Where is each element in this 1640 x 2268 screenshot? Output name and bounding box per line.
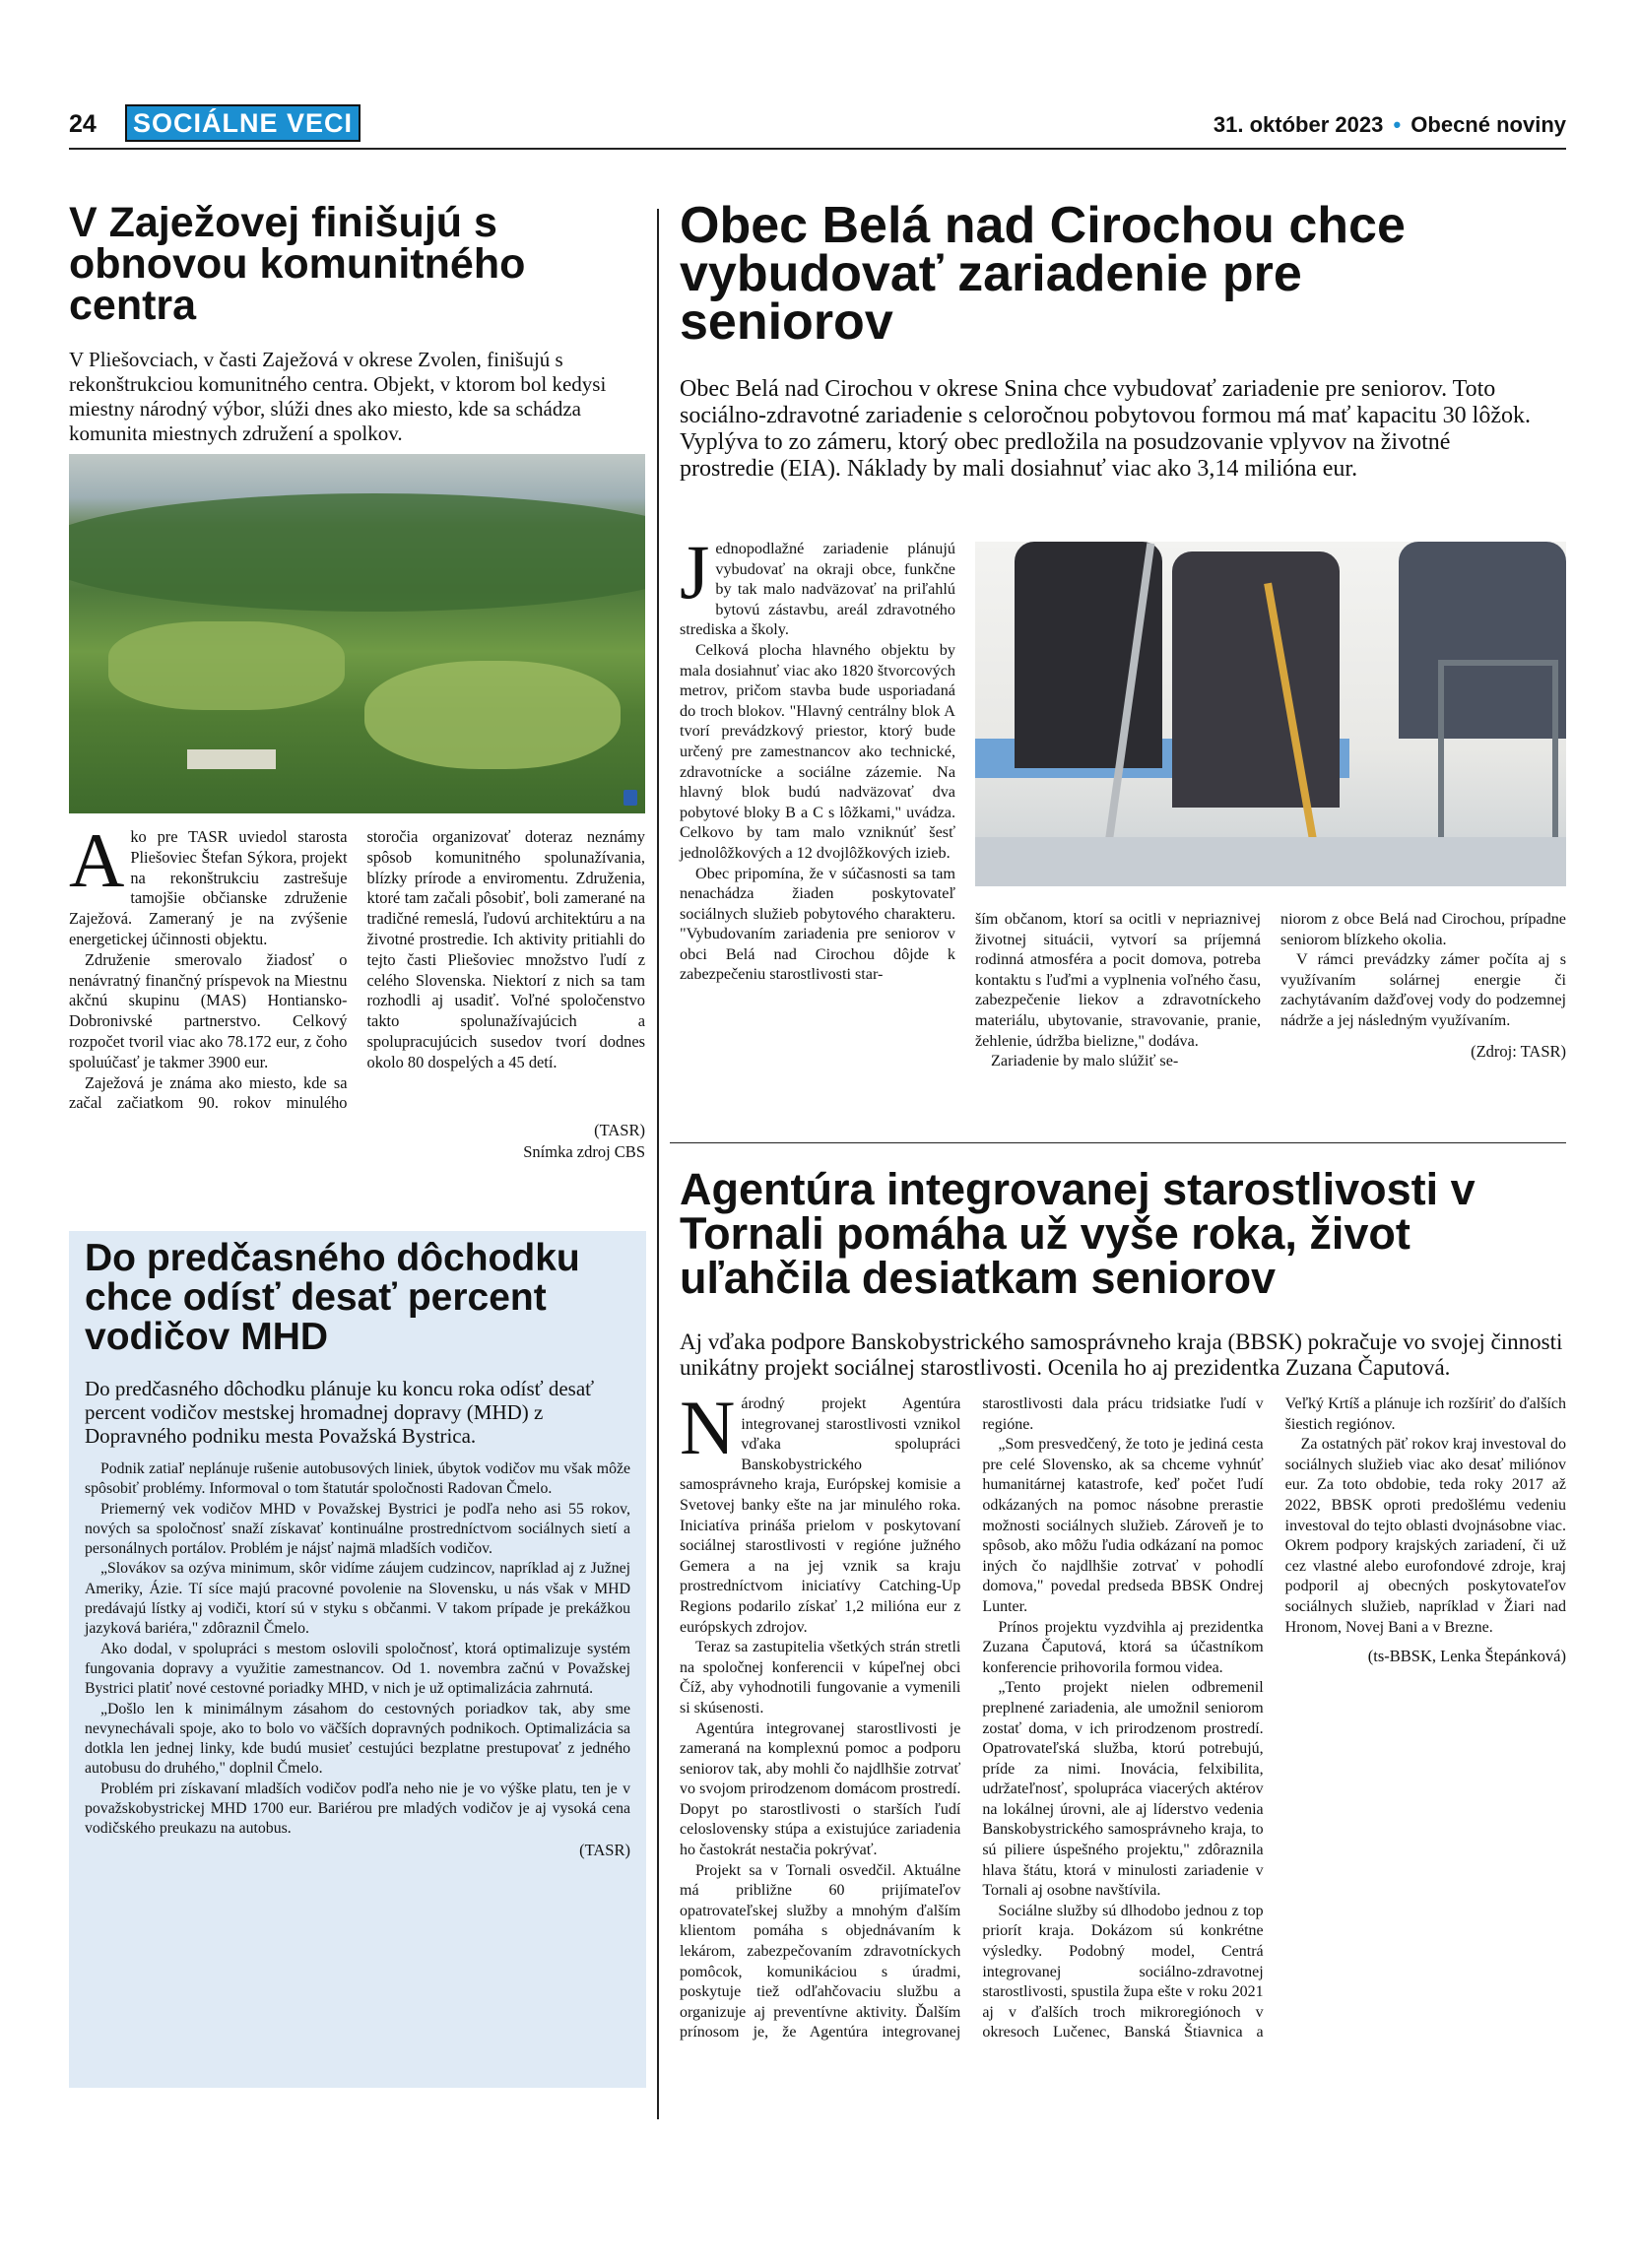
person-figure <box>1015 542 1162 768</box>
body-paragraph: „Došlo len k minimálnym zásahom do cestovných poriadkov tak, aby sme nevynechávali spoje, ako to bolo vo väčších dopravných podnikoch. Optimalizácia sa dotkla len jednej linky, kde budú musieť cestujúci bezplatne prestupovať z jedného autobusu do druhého," doplnil Čmelo. <box>85 1700 630 1778</box>
article-body-col2 <box>975 909 1261 1071</box>
body-paragraph: Problém pri získavaní mladších vodičov podľa neho nie je vo výške platu, ten je v považskobystrickej MHD 1700 eur. Bariérou pre mladých vodičov je aj vysoká cena vodičského preukazu na autobus. <box>85 1780 630 1838</box>
body-paragraph: ším občanom, ktorí sa ocitli v nepriaznivej životnej situácii, vytvorí sa príjemná rodinná atmosféra a pocit domova, potreba kontaktu s ľuďmi a vyplnenia voľného času, zabezpečenie liekov a zdravotníckeho materiálu, ubytovanie, stravovanie, pranie, žehlenie, údržba bielizne," dodáva. <box>975 910 1261 1050</box>
lead-paragraph: Obec Belá nad Cirochou v okrese Snina chce vybudovať zariadenie pre seniorov. Toto sociálno-zdravotné zariadenie s celoročnou pobytovou formou má mať kapacitu 30 lôžok. Vyplýva to zo zámeru, ktorý obec predložila na posudzovanie vplyvov na životné prostredie (EIA). Náklady by mali dosiahnuť viac ako 3,14 milióna eur. <box>680 376 1531 482</box>
body-paragraph: Ako pre TASR uviedol starosta Pliešoviec Štefan Sýkora, projekt na rekonštrukciu zastrešuje tamojšie občianske združenie Zaježová. Zameraný je na zvýšenie energetickej účinnosti objektu. <box>69 817 348 948</box>
article-bela-nad-cirochou <box>680 197 1566 1070</box>
drop-cap: A <box>69 817 125 903</box>
body-paragraph: Celková plocha hlavného objektu by mala dosiahnuť viac ako 1820 štvorcových metrov, pričom stavba bude usporiadaná do troch blokov. "Hlavný centrálny blok A tvorí prevádzkový priestor, ktorý bude určený pre zamestnancov ako technické, zdravotnícke a sociálne zázemie. Na hlavný blok budú nadväzovať dva pobytové bloky B a C s lôžkami," uvádza. Celkovo by tam malo vzniknúť šesť jednolôžkových a 12 dvojlôžkových izieb. <box>680 640 955 862</box>
article-body-col3 <box>1280 909 1566 1063</box>
publication-name: Obecné noviny <box>1410 112 1566 137</box>
body-paragraph: Teraz sa zastupitelia všetkých strán stretli na spoločnej konferencii v kúpeľnej obci Číž, aby vyhodnotili fungovanie a vymenili si skúsenosti. <box>680 1639 961 1717</box>
person-figure <box>1172 551 1340 808</box>
body-paragraph: Jednopodlažné zariadenie plánujú vybudovať na okraji obce, funkčne by tak malo nadväzovať na priľahlú bytovú zástavbu, areál zdravotného strediska a školy. <box>680 529 955 639</box>
body-paragraph: Podnik zatiaľ neplánuje rušenie autobusových liniek, úbytok vodičov mu však môže spôsobiť problémy. Informoval o tom štatutár spoločnosti Radovan Čmelo. <box>85 1460 630 1498</box>
body-paragraph: V rámci prevádzky zámer počíta aj s využívaním solárnej energie či zachytávaním dažďovej vody do podzemnej nádrže a jej následným využívaním. <box>1280 950 1566 1029</box>
landscape-photo <box>69 454 645 813</box>
headline: Obec Belá nad Cirochou chce vybudovať zariadenie pre seniorov <box>680 197 1406 351</box>
article-body <box>680 1385 1566 2084</box>
lead-paragraph: Do predčasného dôchodku plánuje ku koncu roka odísť desať percent vodičov mestskej hromadnej dopravy (MHD) z Dopravného podniku mesta Považská Bystrica. <box>85 1377 595 1448</box>
village-buildings <box>187 749 276 769</box>
body-paragraph: Priemerný vek vodičov MHD v Považskej Bystrici je podľa neho asi 55 rokov, nových sa spoločnosť snaží získavať kontinuálne prostredníctvom sociálnych sietí a personálnych portálov. Problém je nájsť najmä mladších vodičov. <box>85 1500 630 1558</box>
header-dateline <box>1214 112 1566 138</box>
article-credit: (ts-BBSK, Lenka Štepánková) <box>1367 1647 1566 1666</box>
body-paragraph: „Tento projekt nielen odbremenil preplnené zariadenia, ale umožnil seniorom zostať doma, v ich prirodzenom prostredí. Opatrovateľská služba, ktorú potrebujú, príde za nimi. Inovácia, felxibilita, udržateľnosť, spolupráca viacerých aktérov na lokálnej úrovni, ale aj líderstvo vedenia Banskobystrického samosprávneho kraja, to sú piliere úspešného projektu," zdôraznila hlava štátu, ktorá v minulosti zariadenie v Tornali aj osobne navštívila. <box>982 1679 1264 1900</box>
body-paragraph: Agentúra integrovanej starostlivosti je zameraná na komplexnú pomoc a podporu seniorov tak, aby mohli čo najdlhšie zotrvať vo svojom prirodzenom domácom prostredí. Dopyt po starostlivosti o starších ľudí celoslovensky stúpa a existujúce zariadenia ho častokrát nestačia pokrývať. <box>680 1719 961 1859</box>
article-tornala <box>680 1164 1566 2084</box>
body-paragraph: „Som presvedčený, že toto je jediná cesta pre celé Slovensko, ak sa chceme vyhnúť humanitárnej katastrofe, keď počet ľudí odkázaných na pomoc násobne prerastie možnosti sociálnych služieb. Zároveň je to spôsob, ako môžu ľudia odkázaní na pomoc iných čo najdlhšie zotrvať v pohodlí domova," povedal predseda BBSK Ondrej Lunter. <box>982 1436 1264 1615</box>
body-paragraph: Obec pripomína, že v súčasnosti sa tam nenachádza žiaden poskytovateľ sociálnych služieb pobytového charakteru. "Vybudovaním zariadenia pre seniorov v obci Belá nad Cirochou dôjde k zabezpečeniu starostlivosti star- <box>680 864 955 984</box>
article-vodici-mhd <box>69 1231 646 2088</box>
seniors-photo <box>975 542 1566 886</box>
headline: V Zaježovej finišujú s obnovou komunitného centra <box>69 199 526 329</box>
article-credit: (TASR) <box>579 1840 630 1859</box>
separator-dot: • <box>1393 112 1402 137</box>
body-paragraph: Sociálne služby sú dlhodobo jednou z top priorít kraja. Dokázom sú konkrétne výsledky. Podobný model, Centrá integrovanej sociálno-zdravotnej starostlivosti, spustila župa ešte v roku 2021 aj v ďalších troch mikroregiónoch v okresoch Lučenec, Banská Štiavnica a Veľký Krtíš a plánuje ich rozšíriť do ďalších šiestich regiónov. <box>982 1395 1566 2041</box>
hill-shape <box>69 493 645 612</box>
body-paragraph: niorom z obce Belá nad Cirochou, prípadne seniorom blízkeho okolia. <box>1280 910 1566 948</box>
field-shape <box>108 621 345 710</box>
article-credit: (TASR) <box>594 1121 645 1140</box>
lead-paragraph: Aj vďaka podpore Banskobystrického samosprávneho kraja (BBSK) pokračuje vo svojej činnosti unikátny projekt sociálnej starostlivosti. Ocenila ho aj prezidentka Zuzana Čaputová. <box>680 1329 1563 1380</box>
page-number: 24 <box>69 110 97 138</box>
headline: Agentúra integrovanej starostlivosti v Tornali pomáha už vyše roka, život uľahčila desiatkam seniorov <box>680 1164 1476 1303</box>
section-rule <box>670 1142 1566 1143</box>
issue-date: 31. október 2023 <box>1213 112 1384 137</box>
drop-cap: N <box>680 1385 736 1470</box>
column-divider <box>657 209 659 2119</box>
body-paragraph: Prínos projektu vyzdvihla aj prezidentka Zuzana Čaputová, ktorá sa účastníkom konferencie prihovorila formou videa. <box>982 1618 1264 1676</box>
article-body-col1 <box>680 529 955 985</box>
field-shape <box>364 661 621 769</box>
article-body <box>69 817 645 1114</box>
body-paragraph: Projekt sa v Tornali osvedčil. Aktuálne má približne 60 prijímateľov opatrovateľskej služby a mnohým ďalším klientom pomáha s objednávaním k lekárom, zabezpečovaním zdravotníckych pomôcok, komunikáciou s úradmi, poskytuje tiež odľahčovaciu službu a organizuje aj preventívne aktivity. Ďalším prínosom je, že Agentúra integrovanej starostlivosti dala prácu tridsiatke ľudí v regióne. <box>680 1395 1264 2041</box>
floor <box>975 837 1566 886</box>
body-paragraph: „Slovákov sa ozýva minimum, skôr vidíme záujem cudzincov, napríklad aj z Južnej Ameriky, Ázie. Tí síce majú pracovné povolenie na Slovensku, u nás však v MHD predávajú lístky aj vodiči, ktorí sú v styku s občanmi. V takom prípade je prekážkou jazyková bariéra," zdôraznil Čmelo. <box>85 1560 630 1638</box>
body-paragraph: Za ostatných päť rokov kraj investoval do sociálnych služieb viac ako desať miliónov eur. Za toto obdobie, teda roky 2017 až 2022, BBSK oproti predošlému vedeniu investoval do tejto oblasti dvojnásobne viac. Okrem podpory krajských zariadení, či už cez vlastné alebo eurofondové zdroje, kraj podporil aj obecných poskytovateľov sociálnych služieb, napríklad v Žiari nad Hronom, Novej Bani a v Brezne. <box>1284 1436 1566 1636</box>
credit-logo-icon <box>623 790 637 806</box>
page-header <box>69 106 1566 146</box>
article-credit: (Zdroj: TASR) <box>1471 1041 1566 1061</box>
body-paragraph: Ako dodal, v spolupráci s mestom oslovili spoločnosť, ktorá optimalizuje systém fungovania dopravy a využitie zamestnancov. Od 1. novembra začnú v Považskej Bystrici platiť nové cestovné poriadky MHD, v nich je už optimalizácia zahrnutá. <box>85 1640 630 1698</box>
body-paragraph: Združenie smerovalo žiadosť o nenávratný finančný príspevok na Miestnu akčnú skupinu (MAS) Hontiansko-Dobronivské partnerstvo. Celkový rozpočet tvoril viac ako 78.172 eur, z čoho spoluúčasť je takmer 3900 eur. <box>69 949 348 1071</box>
walker-shape <box>1438 660 1558 863</box>
drop-cap: J <box>680 529 710 615</box>
headline: Do predčasného dôchodku chce odísť desať percent vodičov MHD <box>85 1237 580 1358</box>
lead-paragraph: V Pliešovciach, v časti Zaježová v okrese Zvolen, finišujú s rekonštrukciou komunitného centra. Objekt, v ktorom bol kedysi miestny národný výbor, slúži dnes ako miesto, kde sa schádza komunita miestnych združení a spolkov. <box>69 348 607 445</box>
body-paragraph: Zariadenie by malo slúžiť se- <box>991 1052 1179 1070</box>
header-rule <box>69 148 1566 150</box>
body-paragraph: Národný projekt Agentúra integrovanej starostlivosti vznikol vďaka spolupráci Banskobystrického samosprávneho kraja, Európskej komisie a Svetovej banky ešte na jar minulého roka. Iniciatíva prináša prielom v poskytovaní sociálnej starostlivosti v regióne južného Gemera a na jej vznik sa kraju prostredníctvom iniciatívy Catching-Up Regions podarilo získať 1,2 milióna eur z európskych zdrojov. <box>680 1385 961 1636</box>
body-paragraph: Zaježová je známa ako miesto, kde sa začal začiatkom 90. rokov minulého storočia organizovať doteraz neznámy spôsob komunitného spolunažívania, blízky prírode a enviromentu. Združenia, ktoré tam začali pôsobiť, boli zamerané na tradičné remeslá, ľudovú architektúru a na životné prostredie. Ich aktivity pritiahli do tejto časti Pliešoviec množstvo ľudí z celého Slovenska. Niektorí z nich sa tam rozhodli aj usadiť. Voľné spoločenstvo takto spolunažívajúcich a spolupracujúcich susedov tvorí dodnes okolo 80 dospelých a 45 detí. <box>69 827 645 1113</box>
photo-credit: Snímka zdroj CBS <box>523 1142 645 1162</box>
section-label: SOCIÁLNE VECI <box>127 106 359 140</box>
article-zajezova <box>69 199 645 1163</box>
article-body <box>85 1459 630 1840</box>
